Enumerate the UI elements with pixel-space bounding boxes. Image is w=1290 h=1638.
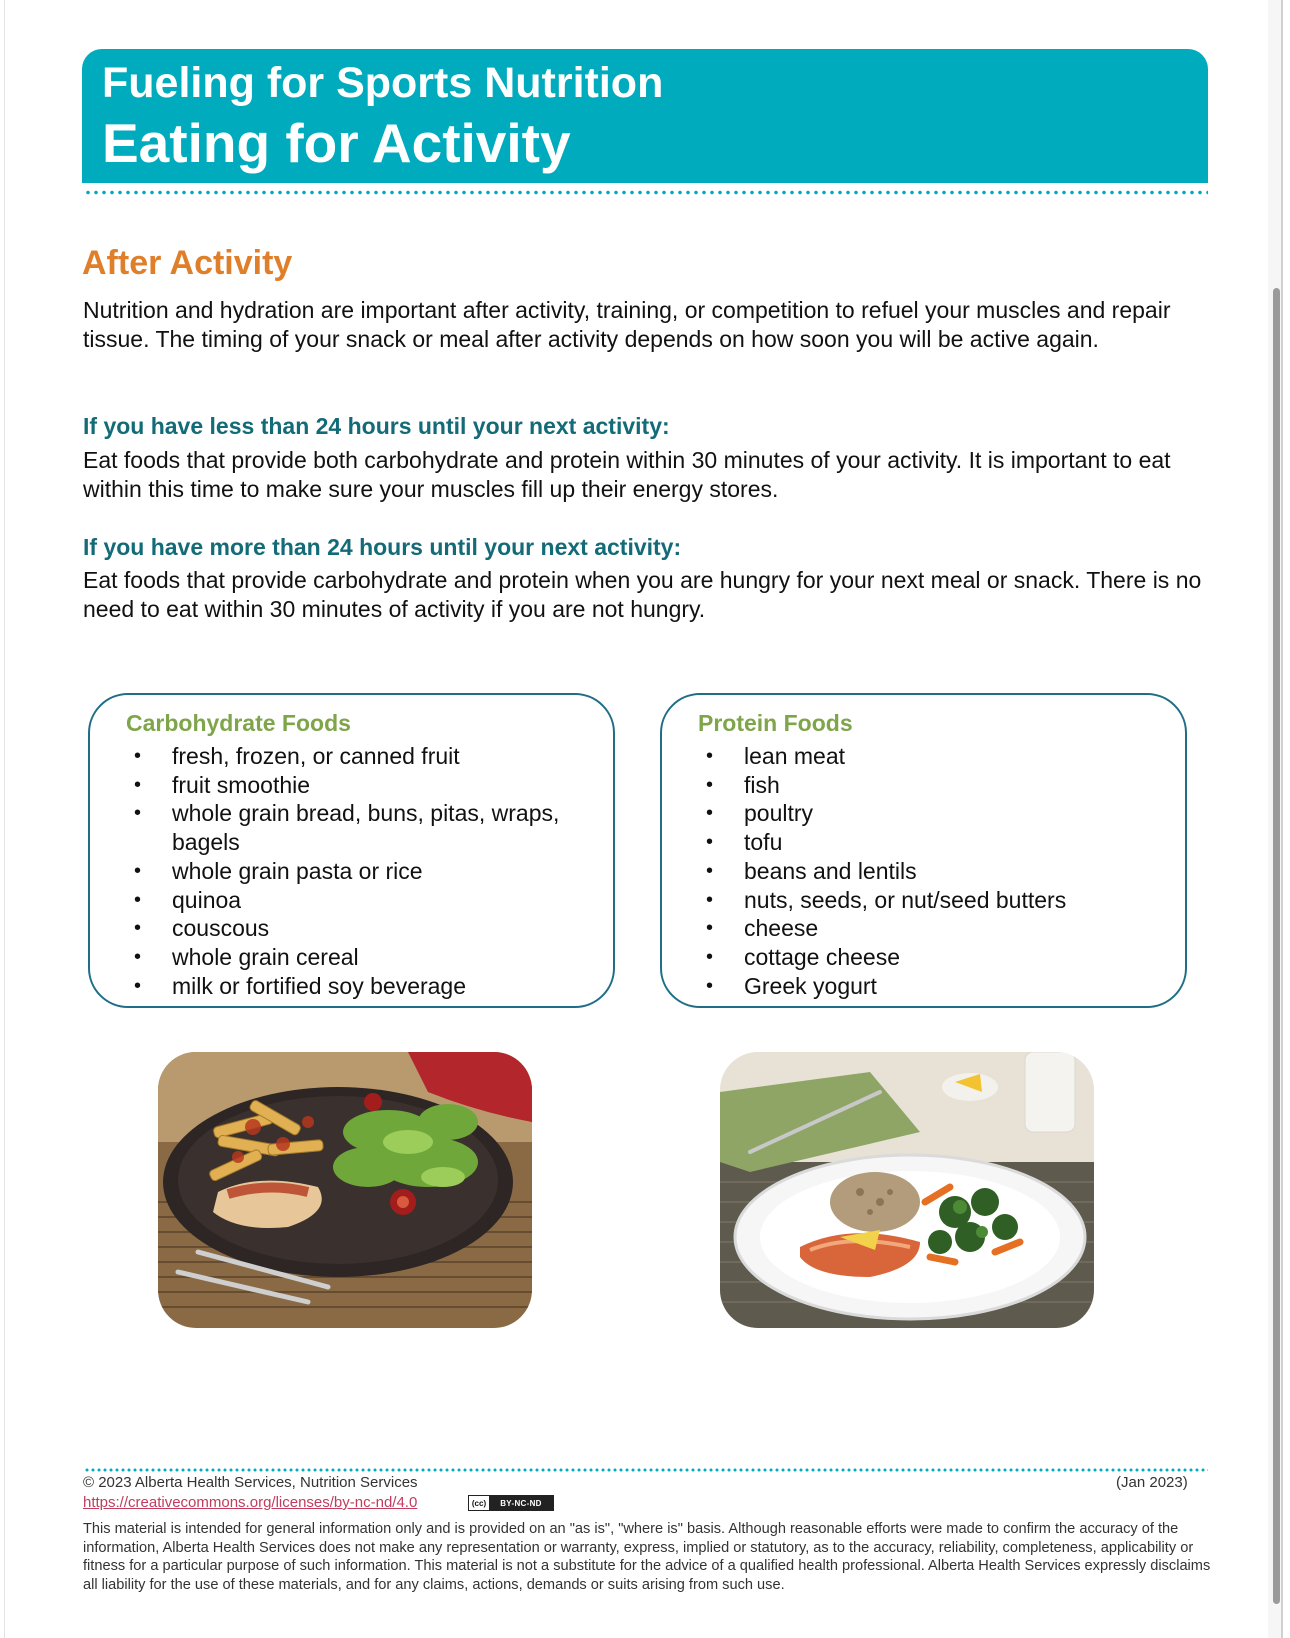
dotted-divider-top [84,190,1208,195]
protein-foods-box [660,693,1187,1008]
document-supertitle: Fueling for Sports Nutrition [102,59,664,107]
intro-paragraph: Nutrition and hydration are important after activity, training, or competition to refuel your muscles and repair tissue. The timing of your snack or meal after activity depends on how soon you will be active again. [83,297,1171,352]
list-item: • quinoa [90,886,559,915]
dotted-divider-bottom [84,1468,1208,1472]
footer-disclaimer: This material is intended for general information only and is provided on an "as is", "where is" basis. Although reasonable efforts were made to confirm the accuracy of the information, Alberta Health Services does not make any representation or warranty, express, implied or statutory, as to the accuracy, reliability, completeness, applicability or fitness for a particular purpose of such information. This material is not a substitute for the advice of a qualified health professional. Alberta Health Services expressly disclaims all liability for the use of these materials, and for any claims, actions, demands or suits arising from such use. [83,1521,1211,1593]
license-link[interactable]: https://creativecommons.org/licenses/by-nc-nd/4.0 [83,1494,418,1511]
list-item: • fruit smoothie [90,771,559,800]
cc-license-label: BY-NC-ND [489,1496,553,1510]
scrollbar-thumb[interactable] [1273,288,1280,1604]
salmon-plate-illustration [720,1052,1094,1328]
list-item: • whole grain cereal [90,943,559,972]
section-title: After Activity [82,244,293,282]
more-than-24-heading: If you have more than 24 hours until your next activity: [83,534,682,560]
list-item: • beans and lentils [662,857,1066,886]
footer-date: (Jan 2023) [1116,1474,1188,1491]
list-item-text: • whole grain bread, buns, pitas, wraps, [172,800,560,827]
title-banner [82,49,1208,183]
list-item: • poultry [662,799,1066,828]
salmon-plate-photo [720,1052,1094,1328]
list-item: • whole grain pasta or rice [90,857,559,886]
more-than-24-text: Eat foods that provide carbohydrate and protein when you are hungry for your next meal or snack. There is no need to eat within 30 minutes of activity if you are not hungry. [83,567,1202,622]
footer-copyright: © 2023 Alberta Health Services, Nutrition Services [83,1474,418,1491]
protein-foods-list [662,742,1066,1000]
list-item: • cottage cheese [662,943,1066,972]
list-item: • nuts, seeds, or nut/seed butters [662,886,1066,915]
carbohydrate-foods-title: Carbohydrate Foods [126,710,351,736]
list-item-text-continued: bagels [172,829,240,856]
document-title: Eating for Activity [102,112,571,174]
list-item: • fish [662,771,1066,800]
list-item [90,799,559,856]
list-item: • tofu [662,828,1066,857]
protein-foods-title: Protein Foods [698,710,853,736]
page-left-edge [4,0,5,1638]
list-item: • fresh, frozen, or canned fruit [90,742,559,771]
list-item: • couscous [90,914,559,943]
list-item: • Greek yogurt [662,972,1066,1001]
less-than-24-heading: If you have less than 24 hours until your next activity: [83,413,670,439]
list-item: • cheese [662,914,1066,943]
carbohydrate-foods-list [90,742,559,1000]
list-item: • milk or fortified soy beverage [90,972,559,1001]
list-item: • lean meat [662,742,1066,771]
less-than-24-text: Eat foods that provide both carbohydrate and protein within 30 minutes of your activity. It is important to eat within this time to make sure your muscles fill up their energy stores. [83,447,1171,502]
carbohydrate-foods-box [88,693,615,1008]
page-right-edge [1281,0,1283,1638]
pasta-salad-illustration [158,1052,532,1328]
cc-icon: (cc) [471,1498,487,1508]
pasta-salad-photo [158,1052,532,1328]
creative-commons-badge [468,1495,554,1511]
